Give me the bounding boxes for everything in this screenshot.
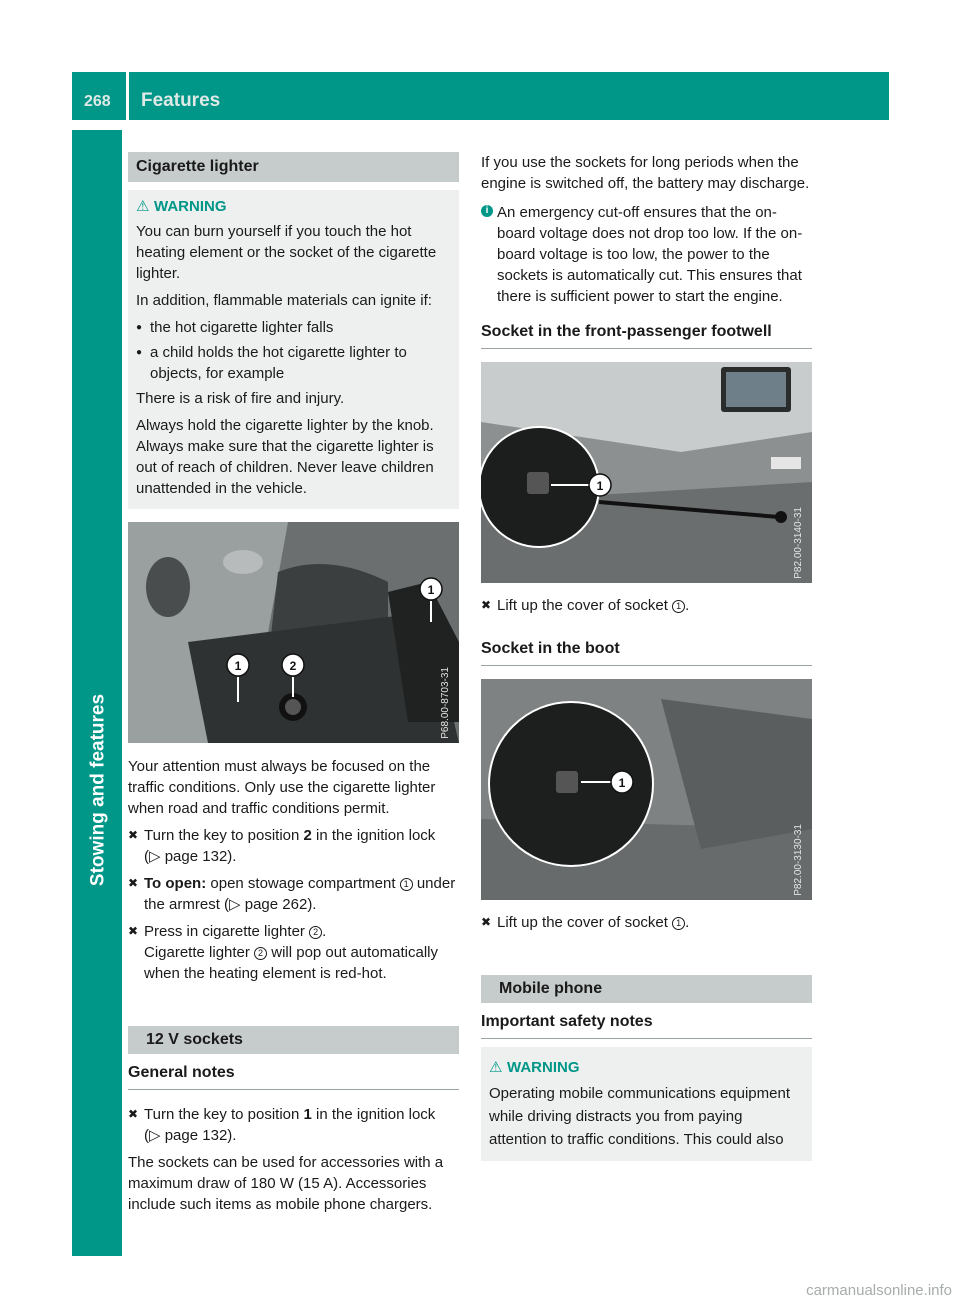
- callout-ref: 1: [400, 878, 413, 891]
- warning-text: There is a risk of fire and injury.: [136, 390, 345, 407]
- page-header: [72, 72, 889, 120]
- image-code: P82.00-3130-31: [793, 824, 804, 896]
- warning-text: Operating mobile communications equipment while driving distracts you from paying attention to traffic conditions. This could also: [489, 1085, 790, 1148]
- warning-box-cigarette: [128, 190, 459, 509]
- cigarette-lighter-photo: [128, 522, 459, 743]
- page-ref-triangle-icon: ▷: [149, 1127, 161, 1144]
- list-item: ● the hot cigarette lighter falls: [136, 317, 451, 338]
- callout-2: 2: [289, 659, 297, 673]
- list-item: ● a child holds the hot cigarette lighter to objects, for example: [136, 342, 451, 384]
- body-text: Your attention must always be focused on the traffic conditions. Only use the cigarette lighter when road and traffic conditions permit.: [128, 758, 436, 817]
- info-note: i An emergency cut-off ensures that the on-board voltage does not drop too low. If the on-board voltage is too low, the power to the sockets is automatically cut. This ensures that there is sufficient power to start the engine.: [481, 202, 812, 307]
- subheading-footwell: Socket in the front-passenger footwell: [481, 321, 812, 349]
- watermark: carmanualsonline.info: [806, 1282, 952, 1299]
- warning-triangle-icon: ⚠: [136, 198, 150, 215]
- step-item: ✖ Lift up the cover of socket 1 .: [481, 914, 690, 931]
- page-number: 268: [84, 93, 111, 110]
- warning-text: In addition, flammable materials can ignite if:: [136, 292, 432, 309]
- callout-ref: 1: [672, 917, 685, 930]
- arrow-right-icon: ✖: [481, 915, 492, 929]
- arrow-right-icon: ✖: [128, 1107, 139, 1121]
- boot-socket-photo: [481, 679, 812, 900]
- page-ref-triangle-icon: ▷: [149, 848, 161, 865]
- image-code: P82.00-3140-31: [793, 507, 804, 579]
- header-separator: [126, 72, 129, 120]
- callout-ref: 2: [254, 947, 267, 960]
- callout-1: 1: [618, 776, 626, 790]
- side-tab-label: Stowing and features: [87, 693, 109, 887]
- step-item: ✖ Turn the key to position 2 in the ignition lock (▷ page 132).: [128, 827, 436, 865]
- step-item: ✖ To open: open stowage compartment 1 under the armrest (▷ page 262).: [128, 875, 456, 913]
- footwell-socket-photo: [481, 362, 812, 583]
- page-title: Features: [141, 90, 221, 111]
- info-icon: i: [481, 205, 493, 217]
- body-text: If you use the sockets for long periods when the engine is switched off, the battery may discharge.: [481, 154, 810, 192]
- step-item: ✖ Press in cigarette lighter 2 . Cigarette lighter 2 will pop out automatically when the heating element is red-hot.: [128, 923, 438, 982]
- left-column: [128, 152, 459, 1215]
- subheading-safety-notes: Important safety notes: [481, 1011, 812, 1039]
- callout-1: 1: [427, 583, 435, 597]
- warning-title: ⚠ WARNING: [136, 198, 227, 215]
- arrow-right-icon: ✖: [128, 876, 139, 890]
- section-heading-cigarette: Cigarette lighter: [128, 152, 459, 182]
- callout-ref: 1: [672, 600, 685, 613]
- step-item: ✖ Turn the key to position 1 in the ignition lock (▷ page 132).: [128, 1106, 436, 1144]
- step-item: ✖ Lift up the cover of socket 1 .: [481, 597, 690, 614]
- image-code: P68.00-8703-31: [440, 667, 451, 739]
- arrow-right-icon: ✖: [481, 598, 492, 612]
- warning-title: ⚠ WARNING: [489, 1059, 580, 1076]
- page-ref-triangle-icon: ▷: [229, 896, 241, 913]
- arrow-right-icon: ✖: [128, 924, 139, 938]
- callout-ref: 2: [309, 926, 322, 939]
- subheading-general-notes: General notes: [128, 1062, 459, 1090]
- section-heading-sockets: 12 V sockets: [128, 1026, 459, 1054]
- right-column: [481, 152, 812, 1161]
- warning-text: Always hold the cigarette lighter by the knob. Always make sure that the cigarette lighter is out of reach of children. Never leave children unattended in the vehicle.: [136, 417, 434, 497]
- body-text: The sockets can be used for accessories with a maximum draw of 180 W (15 A). Accessories include such items as mobile phone chargers.: [128, 1154, 444, 1213]
- warning-text: You can burn yourself if you touch the hot heating element or the socket of the cigarette lighter.: [136, 223, 437, 282]
- callout-1: 1: [596, 479, 604, 493]
- arrow-right-icon: ✖: [128, 828, 139, 842]
- callout-1: 1: [234, 659, 242, 673]
- warning-triangle-icon: ⚠: [489, 1059, 503, 1076]
- subheading-boot: Socket in the boot: [481, 638, 812, 666]
- section-heading-mobile: Mobile phone: [481, 975, 812, 1003]
- warning-box-mobile: [481, 1047, 812, 1161]
